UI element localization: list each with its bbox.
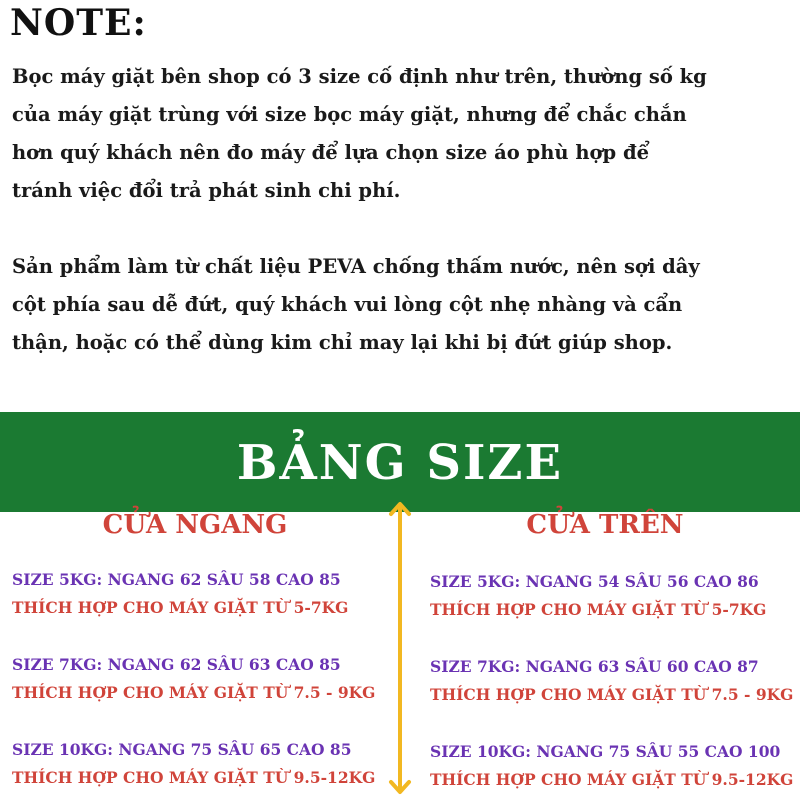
note-line: Sản phẩm làm từ chất liệu PEVA chống thấm nước, nên sợi dây: [12, 255, 700, 278]
front-load-fit-5kg: THÍCH HỢP CHO MÁY GIẶT TỪ 5-7KG: [12, 598, 349, 617]
note-line: hơn quý khách nên đo máy để lựa chọn size áo phù hợp để: [12, 141, 649, 164]
note-paragraph-1: [12, 58, 792, 210]
front-load-fit-7kg: THÍCH HỢP CHO MÁY GIẶT TỪ 7.5 - 9KG: [12, 683, 376, 702]
note-line: cột phía sau dễ đứt, quý khách vui lòng cột nhẹ nhàng và cẩn: [12, 293, 683, 316]
double-arrow-vertical-icon: [388, 498, 412, 798]
size-table-title: BẢNG SIZE: [236, 435, 564, 491]
front-load-size-10kg: SIZE 10KG: NGANG 75 SÂU 65 CAO 85: [12, 740, 352, 759]
front-load-size-5kg: SIZE 5KG: NGANG 62 SÂU 58 CAO 85: [12, 570, 341, 589]
top-load-size-7kg: SIZE 7KG: NGANG 63 SÂU 60 CAO 87: [430, 657, 759, 676]
note-line: của máy giặt trùng với size bọc máy giặt, nhưng để chắc chắn: [12, 103, 687, 126]
front-load-size-7kg: SIZE 7KG: NGANG 62 SÂU 63 CAO 85: [12, 655, 341, 674]
size-table-banner: [0, 412, 800, 512]
top-load-fit-5kg: THÍCH HỢP CHO MÁY GIẶT TỪ 5-7KG: [430, 600, 767, 619]
front-load-heading: CỬA NGANG: [102, 510, 288, 540]
top-load-size-5kg: SIZE 5KG: NGANG 54 SÂU 56 CAO 86: [430, 572, 759, 591]
front-load-fit-10kg: THÍCH HỢP CHO MÁY GIẶT TỪ 9.5-12KG: [12, 768, 376, 787]
note-paragraph-2: [12, 248, 792, 362]
note-line: tránh việc đổi trả phát sinh chi phí.: [12, 179, 401, 202]
top-load-fit-10kg: THÍCH HỢP CHO MÁY GIẶT TỪ 9.5-12KG: [430, 770, 794, 789]
note-line: Bọc máy giặt bên shop có 3 size cố định như trên, thường số kg: [12, 65, 707, 88]
note-line: thận, hoặc có thể dùng kim chỉ may lại khi bị đứt giúp shop.: [12, 331, 673, 354]
top-load-heading: CỬA TRÊN: [526, 510, 684, 540]
note-title: NOTE:: [10, 2, 147, 44]
top-load-size-10kg: SIZE 10KG: NGANG 75 SÂU 55 CAO 100: [430, 742, 781, 761]
top-load-fit-7kg: THÍCH HỢP CHO MÁY GIẶT TỪ 7.5 - 9KG: [430, 685, 794, 704]
